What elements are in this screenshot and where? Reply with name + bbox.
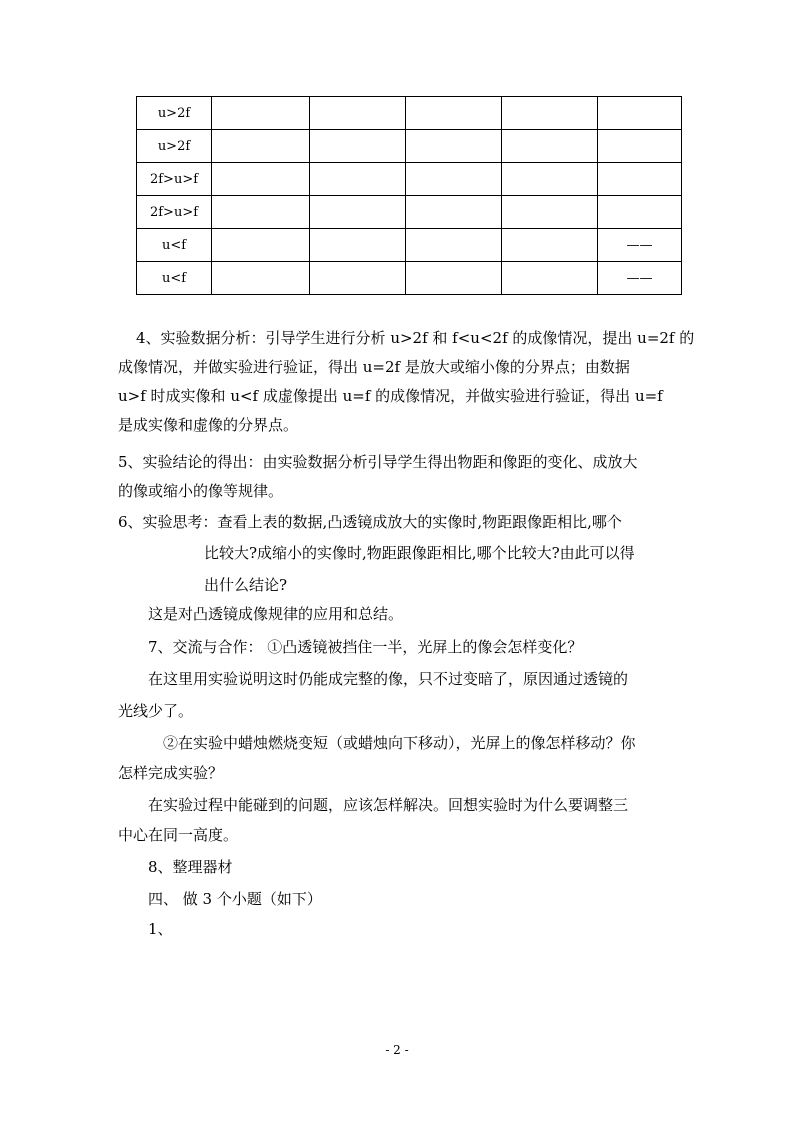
data-cell [310, 97, 406, 130]
para-5-line-1: 5、实验结论的得出：由实验数据分析引导学生得出物距和像距的变化、成放大 [118, 453, 638, 471]
question-1: 1、 [148, 920, 173, 938]
data-cell [310, 130, 406, 163]
para-7-line-5: 怎样完成实验？ [118, 764, 224, 782]
data-cell [212, 196, 310, 229]
condition-cell: 2f>u>f [137, 163, 212, 196]
para-6-line-1: 6、实验思考：查看上表的数据,凸透镜成放大的实像时,物距跟像距相比,哪个 [118, 513, 622, 531]
data-cell [212, 163, 310, 196]
condition-cell: 2f>u>f [137, 196, 212, 229]
data-cell [406, 130, 502, 163]
condition-cell: u<f [137, 229, 212, 262]
table-row [137, 130, 682, 163]
para-7-line-3: 光线少了。 [118, 702, 194, 720]
para-4-line-1: 4、实验数据分析：引导学生进行分析 u>2f 和 f<u<2f 的成像情况，提出 u=2f 的 [136, 329, 695, 347]
data-cell [310, 229, 406, 262]
data-cell [598, 163, 682, 196]
table-row [137, 196, 682, 229]
para-7-line-4: ②在实验中蜡烛燃烧变短（或蜡烛向下移动），光屏上的像怎样移动？你 [163, 734, 636, 752]
section-4-heading: 四、 做 3 个小题（如下） [148, 890, 322, 908]
para-5-line-2: 的像或缩小的像等规律。 [118, 482, 284, 500]
table-row [137, 262, 682, 295]
data-cell [502, 163, 598, 196]
condition-cell: u>2f [137, 97, 212, 130]
experiment-data-table [136, 96, 682, 295]
data-cell: —— [598, 262, 682, 295]
table-row [137, 163, 682, 196]
data-cell [212, 229, 310, 262]
data-cell [406, 196, 502, 229]
data-cell [310, 262, 406, 295]
data-cell: —— [598, 229, 682, 262]
data-cell [310, 196, 406, 229]
data-cell [502, 229, 598, 262]
data-cell [212, 262, 310, 295]
page-number: - 2 - [385, 1043, 409, 1057]
condition-cell: u>2f [137, 130, 212, 163]
data-cell [502, 97, 598, 130]
para-6-line-2: 比较大?成缩小的实像时,物距跟像距相比,哪个比较大?由此可以得 [204, 544, 635, 562]
para-4-line-3: u>f 时成实像和 u<f 成虚像提出 u=f 的成像情况，并做实验进行验证，得出 u=f [118, 387, 663, 405]
data-cell [406, 229, 502, 262]
data-cell [598, 130, 682, 163]
table-row [137, 229, 682, 262]
para-7-line-2: 在这里用实验说明这时仍能成完整的像，只不过变暗了，原因通过透镜的 [148, 670, 629, 688]
condition-cell: u<f [137, 262, 212, 295]
para-4-line-2: 成像情况，并做实验进行验证，得出 u=2f 是放大或缩小像的分界点；由数据 [118, 358, 630, 376]
para-6-line-3: 出什么结论? [204, 576, 288, 594]
data-cell [212, 97, 310, 130]
data-cell [502, 262, 598, 295]
para-7-line-1: 7、交流与合作： ①凸透镜被挡住一半，光屏上的像会怎样变化？ [148, 638, 583, 656]
data-cell [406, 97, 502, 130]
data-cell [406, 163, 502, 196]
table-body [137, 97, 682, 295]
data-cell [406, 262, 502, 295]
data-cell [310, 163, 406, 196]
para-7-line-7: 中心在同一高度。 [118, 826, 239, 844]
table-row [137, 97, 682, 130]
para-6-line-4: 这是对凸透镜成像规律的应用和总结。 [148, 605, 404, 623]
para-7-line-6: 在实验过程中能碰到的问题，应该怎样解决。回想实验时为什么要调整三 [148, 796, 629, 814]
data-cell [502, 196, 598, 229]
data-cell [598, 97, 682, 130]
data-cell [598, 196, 682, 229]
data-cell [212, 130, 310, 163]
data-cell [502, 130, 598, 163]
para-4-line-4: 是成实像和虚像的分界点。 [118, 416, 299, 434]
para-8: 8、整理器材 [148, 858, 233, 876]
